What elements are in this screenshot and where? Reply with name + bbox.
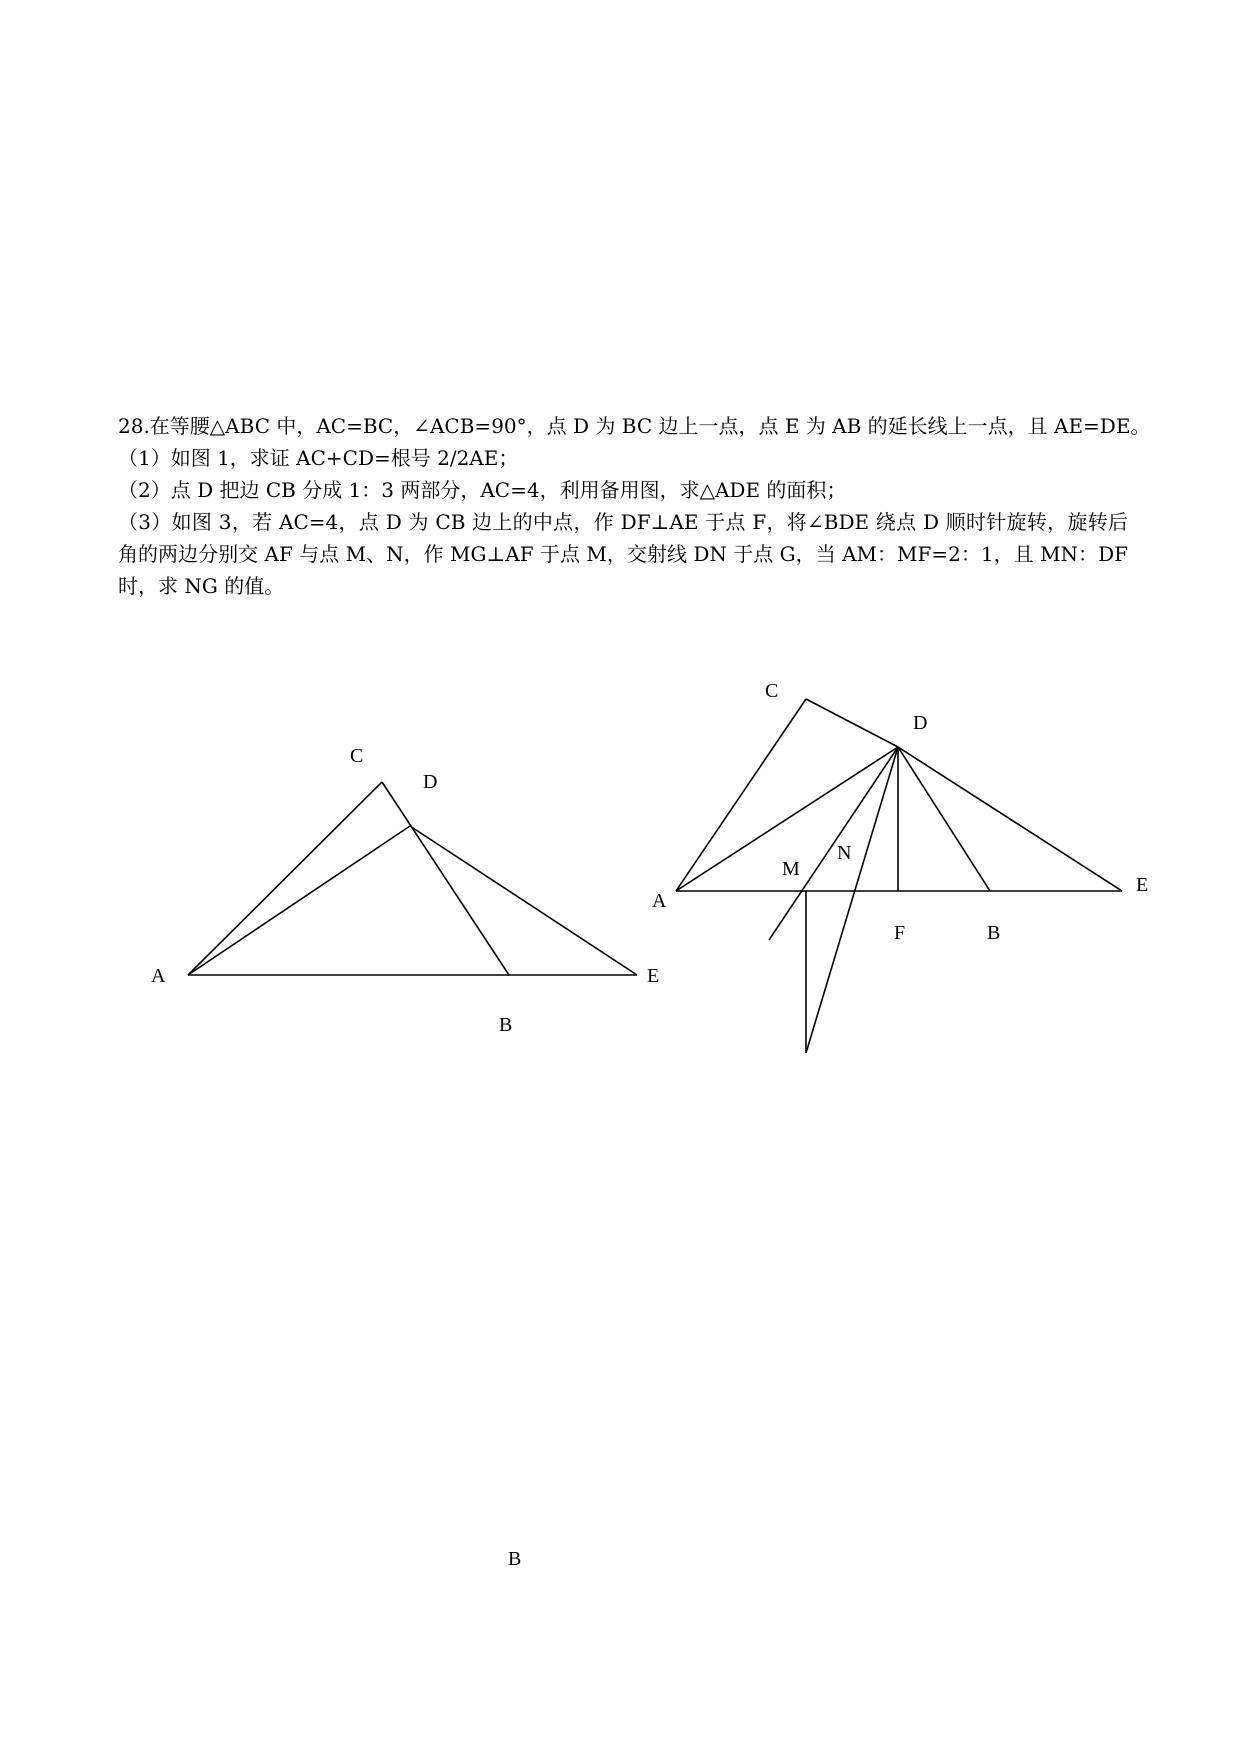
problem-part-3: （3）如图 3，若 AC=4，点 D 为 CB 边上的中点，作 DF⊥AE 于点 F，将∠BDE 绕点 D 顺时针旋转，旋转后角的两边分别交 AF 与点 M、N，作 MG⊥AF 于点 M，交射线 DN 于点 G，当 AM：MF=2：1，且 MN：DF 时，求 NG 的值。: [118, 510, 1128, 598]
segment-CD: [806, 699, 898, 747]
label-C: C: [765, 680, 779, 702]
ray-DM: [769, 747, 898, 940]
segment-AD: [188, 826, 410, 975]
label-M: M: [782, 858, 800, 880]
label-B: B: [987, 922, 1001, 944]
label-D: D: [913, 712, 928, 734]
figure-1: [151, 745, 659, 1036]
segment-AC: [188, 782, 382, 975]
label-C: C: [350, 745, 364, 767]
segment-DB: [898, 747, 990, 891]
stray-label-B: B: [508, 1548, 522, 1570]
problem-part-2: （2）点 D 把边 CB 分成 1：3 两部分，AC=4，利用备用图，求△ADE 的面积；: [118, 478, 847, 502]
label-A: A: [151, 965, 166, 987]
label-F: F: [894, 922, 906, 944]
label-N: N: [837, 842, 852, 864]
label-D: D: [423, 771, 438, 793]
segment-DE: [898, 747, 1122, 891]
problem-part-1: （1）如图 1，求证 AC+CD=根号 2/2AE；: [118, 446, 519, 470]
label-E: E: [647, 965, 660, 987]
label-E: E: [1136, 874, 1149, 896]
label-A: A: [652, 890, 667, 912]
ray-DG: [806, 747, 898, 1053]
problem-heading: 28.在等腰△ABC 中，AC=BC，∠ACB=90°，点 D 为 BC 边上一点，点 E 为 AB 的延长线上一点，且 AE=DE。: [118, 414, 1151, 438]
label-B: B: [499, 1014, 513, 1036]
segment-DE: [410, 826, 637, 975]
figure-2: [652, 680, 1148, 1053]
